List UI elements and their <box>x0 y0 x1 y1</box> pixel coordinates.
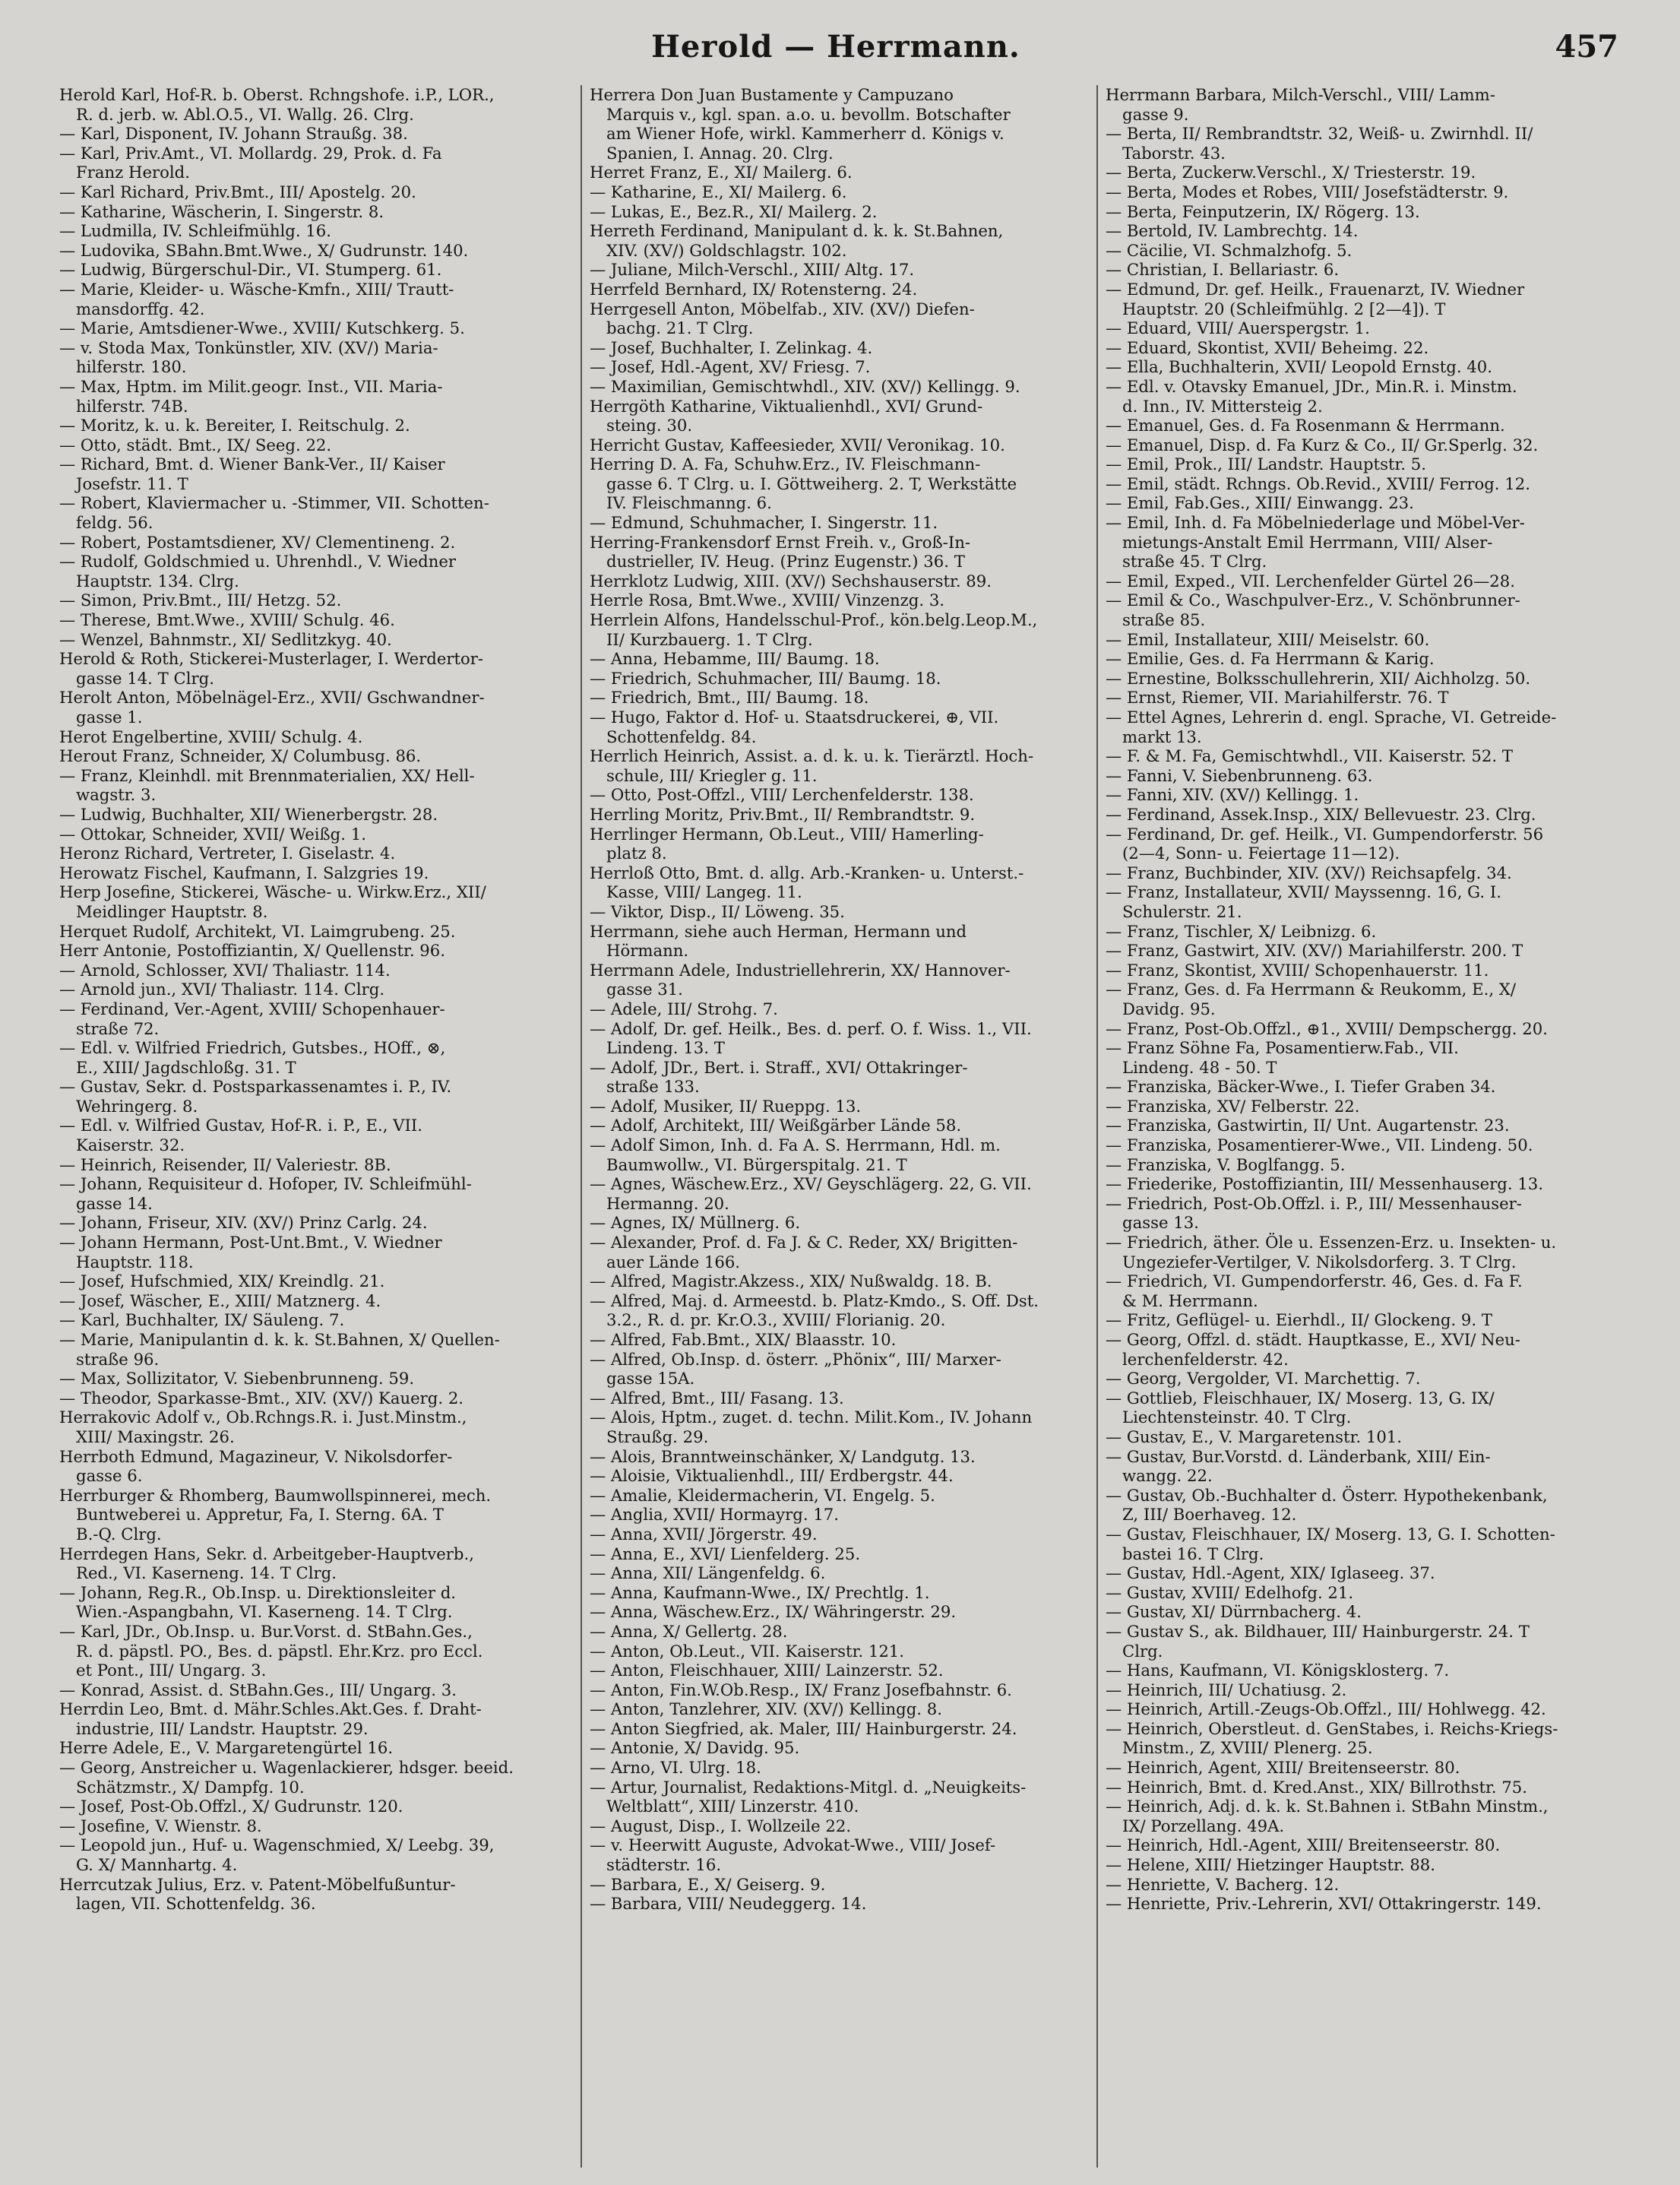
directory-line: städterstr. 16. <box>606 1855 722 1875</box>
directory-line: Herrklotz Ludwig, XIII. (XV/) Sechshauserstr. 89. <box>590 571 992 591</box>
directory-line: G. X/ Mannhartg. 4. <box>76 1855 238 1875</box>
directory-line: — Anton, Tanzlehrer, XIV. (XV/) Kellingg. 8. <box>590 1699 942 1719</box>
directory-line: — Marie, Manipulantin d. k. k. St.Bahnen, X/ Quellen- <box>59 1330 500 1349</box>
directory-line: Minstm., Z, XVIII/ Plenerg. 25. <box>1122 1738 1373 1758</box>
directory-line: — Gustav, Bur.Vorstd. d. Länderbank, XIII/ Ein- <box>1106 1446 1491 1466</box>
directory-line: Franz Herold. <box>76 163 190 182</box>
directory-line: Davidg. 95. <box>1122 999 1216 1018</box>
directory-line: — Ferdinand, Dr. gef. Heilk., VI. Gumpendorferstr. 56 <box>1106 824 1544 844</box>
directory-line: Wehringerg. 8. <box>76 1096 198 1116</box>
directory-line: — Ludwig, Bürgerschul-Dir., VI. Stumperg. 61. <box>59 260 442 280</box>
directory-line: — Franz, Kleinhdl. mit Brennmaterialien, XX/ Hell- <box>59 765 475 785</box>
directory-line: — Emil, Fab.Ges., XIII/ Einwangg. 23. <box>1106 493 1414 513</box>
directory-line: — Alfred, Magistr.Akzess., XIX/ Nußwaldg. 18. B. <box>590 1271 992 1291</box>
directory-line: lerchenfelderstr. 42. <box>1122 1349 1289 1369</box>
directory-line: — Georg, Offzl. d. städt. Hauptkasse, E., XVI/ Neu- <box>1106 1330 1520 1349</box>
directory-line: Herrcutzak Julius, Erz. v. Patent-Möbelfußuntur- <box>59 1874 456 1894</box>
directory-line: — Rudolf, Goldschmied u. Uhrenhdl., V. Wiedner <box>59 552 457 572</box>
directory-line: — Katharine, E., XI/ Mailerg. 6. <box>590 182 847 201</box>
directory-line: — Hans, Kaufmann, VI. Königsklosterg. 7. <box>1106 1661 1450 1680</box>
directory-line: — Leopold jun., Huf- u. Wagenschmied, X/ Leebg. 39, <box>59 1835 495 1855</box>
directory-line: Herrlich Heinrich, Assist. a. d. k. u. k. Tierärztl. Hoch- <box>590 746 1034 766</box>
directory-line: — Franziska, Posamentierer-Wwe., VII. Lindeng. 50. <box>1106 1135 1533 1155</box>
directory-line: Kasse, VIII/ Langeg. 11. <box>606 882 802 902</box>
directory-line: schule, III/ Kriegler g. 11. <box>606 765 818 785</box>
directory-line: — Josef, Hufschmied, XIX/ Kreindlg. 21. <box>59 1271 385 1291</box>
directory-line: — Heinrich, Artill.-Zeugs-Ob.Offzl., III/ Hohlwegg. 42. <box>1106 1699 1546 1719</box>
directory-line: — Alois, Hptm., zuget. d. techn. Milit.Kom., IV. Johann <box>590 1408 1033 1427</box>
directory-line: — Emanuel, Disp. d. Fa Kurz & Co., II/ Gr.Sperlg. 32. <box>1106 435 1539 454</box>
directory-line: Herrdin Leo, Bmt. d. Mähr.Schles.Akt.Ges. f. Draht- <box>59 1699 482 1719</box>
directory-line: IV. Fleischmanng. 6. <box>606 493 772 513</box>
directory-line: Herrmann, siehe auch Herman, Hermann und <box>590 921 967 941</box>
directory-line: steing. 30. <box>606 416 693 435</box>
directory-line: — Johann, Requisiteur d. Hofoper, IV. Schleifmühl- <box>59 1174 472 1194</box>
directory-line: Herrlinger Hermann, Ob.Leut., VIII/ Hamerling- <box>590 824 984 844</box>
directory-line: — Adolf Simon, Inh. d. Fa A. S. Herrmann, Hdl. m. <box>590 1135 1001 1155</box>
directory-line: gasse 15A. <box>606 1369 695 1389</box>
directory-line: Lindeng. 13. T <box>606 1038 725 1058</box>
directory-line: Herrboth Edmund, Magazineur, V. Nikolsdorfer- <box>59 1446 453 1466</box>
directory-line: Taborstr. 43. <box>1122 143 1226 163</box>
directory-line: — Lukas, E., Bez.R., XI/ Mailerg. 2. <box>590 201 878 221</box>
directory-line: Herrlein Alfons, Handelsschul-Prof., kön.belg.Leop.M., <box>590 610 1038 630</box>
directory-line: — Aloisie, Viktualienhdl., III/ Erdbergstr. 44. <box>590 1466 954 1486</box>
directory-line: — Ferdinand, Assek.Insp., XIX/ Bellevuestr. 23. Clrg. <box>1106 804 1536 824</box>
directory-line: Z, III/ Boerhaveg. 12. <box>1122 1505 1297 1525</box>
directory-line: — Johann, Reg.R., Ob.Insp. u. Direktionsleiter d. <box>59 1582 457 1602</box>
directory-line: straße 133. <box>606 1077 700 1097</box>
directory-line: gasse 31. <box>606 980 683 999</box>
directory-line: Herquet Rudolf, Architekt, VI. Laimgrubeng. 25. <box>59 921 456 941</box>
directory-line: Herold & Roth, Stickerei-Musterlager, I. Werdertor- <box>59 649 484 669</box>
directory-line: — Moritz, k. u. k. Bereiter, I. Reitschulg. 2. <box>59 416 410 435</box>
directory-line: — Georg, Anstreicher u. Wagenlackierer, hdsger. beeid. <box>59 1758 514 1778</box>
directory-line: — Friedrich, Bmt., III/ Baumg. 18. <box>590 688 869 708</box>
directory-line: — Anton, Fleischhauer, XIII/ Lainzerstr. 52. <box>590 1661 944 1680</box>
directory-line: Herrle Rosa, Bmt.Wwe., XVIII/ Vinzenzg. 3. <box>590 591 945 610</box>
directory-line: Herrling Moritz, Priv.Bmt., II/ Rembrandtstr. 9. <box>590 804 976 824</box>
directory-line: — Adele, III/ Strohg. 7. <box>590 999 778 1018</box>
directory-line: — Josefine, V. Wienstr. 8. <box>59 1816 262 1835</box>
directory-line: — v. Heerwitt Auguste, Advokat-Wwe., VIII/ Josef- <box>590 1835 996 1855</box>
directory-line: — Gustav S., ak. Bildhauer, III/ Hainburgerstr. 24. T <box>1106 1621 1530 1641</box>
directory-line: — Edmund, Dr. gef. Heilk., Frauenarzt, IV. Wiedner <box>1106 279 1525 299</box>
directory-line: — Simon, Priv.Bmt., III/ Hetzg. 52. <box>59 591 342 610</box>
directory-line: Baumwollw., VI. Bürgerspitalg. 21. T <box>606 1154 907 1174</box>
directory-line: — Franziska, Bäcker-Wwe., I. Tiefer Graben 34. <box>1106 1077 1496 1097</box>
directory-line: platz 8. <box>606 844 667 863</box>
directory-line: 3.2., R. d. pr. Kr.O.3., XVIII/ Florianig. 20. <box>606 1310 946 1330</box>
directory-line: — Ferdinand, Ver.-Agent, XVIII/ Schopenhauer- <box>59 999 445 1018</box>
directory-line: — Franz Söhne Fa, Posamentierw.Fab., VII. <box>1106 1038 1459 1058</box>
directory-line: — Gustav, Fleischhauer, IX/ Moserg. 13, G. I. Schotten- <box>1106 1524 1555 1544</box>
directory-line: — Otto, städt. Bmt., IX/ Seeg. 22. <box>59 435 332 454</box>
directory-line: — Richard, Bmt. d. Wiener Bank-Ver., II/ Kaiser <box>59 454 445 474</box>
directory-line: — Edl. v. Otavsky Emanuel, JDr., Min.R. i. Minstm. <box>1106 376 1517 396</box>
directory-line: — Bertold, IV. Lambrechtg. 14. <box>1106 221 1359 241</box>
directory-line: — Josef, Buchhalter, I. Zelinkag. 4. <box>590 337 873 357</box>
directory-line: — Josef, Wäscher, E., XIII/ Matznerg. 4. <box>59 1290 381 1310</box>
directory-line: — Emil, Inh. d. Fa Möbelniederlage und Möbel-Ver- <box>1106 513 1525 533</box>
directory-line: mansdorffg. 42. <box>76 299 205 318</box>
directory-line: Liechtensteinstr. 40. T Clrg. <box>1122 1408 1352 1427</box>
directory-line: B.-Q. Clrg. <box>76 1524 162 1544</box>
directory-line: Hörmann. <box>606 941 689 961</box>
directory-line: — Fanni, XIV. (XV/) Kellingg. 1. <box>1106 785 1359 805</box>
directory-line: — Fritz, Geflügel- u. Eierhdl., II/ Glockeng. 9. T <box>1106 1310 1492 1330</box>
directory-line: — Gustav, Ob.-Buchhalter d. Österr. Hypothekenbank, <box>1106 1485 1548 1505</box>
directory-line: — Heinrich, Hdl.-Agent, XIII/ Breitenseerstr. 80. <box>1106 1835 1501 1855</box>
directory-line: — Adolf, JDr., Bert. i. Straff., XVI/ Ottakringer- <box>590 1057 968 1077</box>
directory-line: — Georg, Vergolder, VI. Marchettig. 7. <box>1106 1369 1421 1389</box>
directory-line: — Ettel Agnes, Lehrerin d. engl. Sprache, VI. Getreide- <box>1106 708 1557 727</box>
directory-line: — Artur, Journalist, Redaktions-Mitgl. d. „Neuigkeits- <box>590 1777 1027 1797</box>
directory-line: — Franz, Tischler, X/ Leibnizg. 6. <box>1106 921 1377 941</box>
directory-line: Herret Franz, E., XI/ Mailerg. 6. <box>590 163 853 182</box>
directory-line: — Berta, Modes et Robes, VIII/ Josefstädterstr. 9. <box>1106 182 1509 201</box>
directory-line: — Alfred, Ob.Insp. d. österr. „Phönix“, III/ Marxer- <box>590 1349 1001 1369</box>
directory-line: — Ottokar, Schneider, XVII/ Weißg. 1. <box>59 824 366 844</box>
directory-line: — Emilie, Ges. d. Fa Herrmann & Karig. <box>1106 649 1435 669</box>
directory-line: — Ludwig, Buchhalter, XII/ Wienerbergstr. 28. <box>59 804 438 824</box>
directory-line: — Viktor, Disp., II/ Löweng. 35. <box>590 901 845 921</box>
directory-line: Hauptstr. 118. <box>76 1252 194 1271</box>
directory-line: & M. Herrmann. <box>1122 1290 1258 1310</box>
directory-line: — Adolf, Musiker, II/ Rueppg. 13. <box>590 1096 862 1116</box>
directory-line: — Heinrich, III/ Uchatiusg. 2. <box>1106 1680 1347 1699</box>
directory-column-2 <box>590 85 1100 2168</box>
page-header <box>53 29 1618 71</box>
directory-line: — Henriette, V. Bacherg. 12. <box>1106 1874 1340 1894</box>
directory-line: — Barbara, VIII/ Neudeggerg. 14. <box>590 1894 867 1914</box>
directory-line: d. Inn., IV. Mittersteig 2. <box>1122 396 1323 416</box>
directory-line: — Gustav, Hdl.-Agent, XIX/ Iglaseeg. 37. <box>1106 1563 1435 1583</box>
directory-line: Marquis v., kgl. span. a.o. u. bevollm. Botschafter <box>606 104 1011 124</box>
running-title: Herold — Herrmann. <box>651 29 1020 65</box>
directory-line: II/ Kurzbauerg. 1. T Clrg. <box>606 629 813 649</box>
directory-line: — Gustav, Sekr. d. Postsparkassenamtes i. P., IV. <box>59 1077 452 1097</box>
directory-line: et Pont., III/ Ungarg. 3. <box>76 1661 267 1680</box>
directory-line: straße 85. <box>1122 610 1206 630</box>
directory-column-1 <box>59 85 570 2168</box>
directory-line: am Wiener Hofe, wirkl. Kammerherr d. Königs v. <box>606 124 1005 144</box>
directory-line: — Theodor, Sparkasse-Bmt., XIV. (XV/) Kauerg. 2. <box>59 1388 464 1408</box>
directory-line: Wien.-Aspangbahn, VI. Kaserneng. 14. T Clrg. <box>76 1602 453 1622</box>
directory-line: — Ludmilla, IV. Schleifmühlg. 16. <box>59 221 332 241</box>
directory-line: — Alfred, Bmt., III/ Fasang. 13. <box>590 1388 844 1408</box>
directory-line: — Emil, städt. Rchngs. Ob.Revid., XVIII/ Ferrog. 12. <box>1106 473 1530 493</box>
directory-line: — Alfred, Maj. d. Armeestd. b. Platz-Kmdo., S. Off. Dst. <box>590 1290 1039 1310</box>
directory-line: — Anna, XII/ Längenfeldg. 6. <box>590 1563 826 1583</box>
directory-line: Herrloß Otto, Bmt. d. allg. Arb.-Kranken- u. Unterst.- <box>590 863 1024 882</box>
directory-column-3 <box>1106 85 1616 2168</box>
directory-line: Herreth Ferdinand, Manipulant d. k. k. St.Bahnen, <box>590 221 1004 241</box>
directory-line: — Heinrich, Reisender, II/ Valeriestr. 8B. <box>59 1154 391 1174</box>
directory-line: Herrmann Barbara, Milch-Verschl., VIII/ Lamm- <box>1106 85 1495 104</box>
directory-line: wagstr. 3. <box>76 785 157 805</box>
directory-line: dustrieller, IV. Heug. (Prinz Eugenstr.) 36. T <box>606 552 965 572</box>
directory-line: gasse 1. <box>76 708 143 727</box>
directory-line: Red., VI. Kaserneng. 14. T Clrg. <box>76 1563 337 1583</box>
directory-line: — Gustav, E., V. Margaretenstr. 101. <box>1106 1427 1403 1446</box>
directory-line: gasse 6. T Clrg. u. I. Göttweiherg. 2. T, Werkstätte <box>606 473 1017 493</box>
directory-line: — Wenzel, Bahnmstr., XI/ Sedlitzkyg. 40. <box>59 629 392 649</box>
directory-line: — Anton Siegfried, ak. Maler, III/ Hainburgerstr. 24. <box>590 1718 1017 1738</box>
directory-line: Lindeng. 48 - 50. T <box>1122 1057 1277 1077</box>
directory-line: Herot Engelbertine, XVIII/ Schulg. 4. <box>59 727 363 746</box>
directory-line: — Emanuel, Ges. d. Fa Rosenmann & Herrmann. <box>1106 416 1505 435</box>
directory-line: gasse 9. <box>1122 104 1189 124</box>
directory-line: feldg. 56. <box>76 513 153 533</box>
directory-line: — Marie, Amtsdiener-Wwe., XVIII/ Kutschkerg. 5. <box>59 318 465 338</box>
directory-line: Buntweberei u. Appretur, Fa, I. Sterng. 6A. T <box>76 1505 444 1525</box>
directory-line: — Hugo, Faktor d. Hof- u. Staatsdruckerei, ⊕, VII. <box>590 708 999 727</box>
directory-line: Herrmann Adele, Industriellehrerin, XX/ Hannover- <box>590 960 1011 980</box>
directory-line: markt 13. <box>1122 727 1202 746</box>
page-number: 457 <box>1555 29 1618 65</box>
directory-line: — Christian, I. Bellariastr. 6. <box>1106 260 1340 280</box>
directory-line: — F. & M. Fa, Gemischtwhdl., VII. Kaiserstr. 52. T <box>1106 746 1513 766</box>
directory-line: gasse 14. T Clrg. <box>76 668 214 688</box>
directory-line: — Franz, Gastwirt, XIV. (XV/) Mariahilferstr. 200. T <box>1106 941 1523 961</box>
directory-line: straße 45. T Clrg. <box>1122 552 1267 572</box>
directory-line: — August, Disp., I. Wollzeile 22. <box>590 1816 852 1835</box>
directory-line: Herrfeld Bernhard, IX/ Rotensterng. 24. <box>590 279 918 299</box>
directory-line: — Franz, Buchbinder, XIV. (XV/) Reichsapfelg. 34. <box>1106 863 1512 882</box>
directory-line: Clrg. <box>1122 1641 1163 1661</box>
directory-line: R. d. jerb. w. Abl.O.5., VI. Wallg. 26. Clrg. <box>76 104 414 124</box>
directory-line: — Cäcilie, VI. Schmalzhofg. 5. <box>1106 240 1353 260</box>
directory-line: hilferstr. 74B. <box>76 396 188 416</box>
directory-line: — v. Stoda Max, Tonkünstler, XIV. (XV/) Maria- <box>59 337 438 357</box>
directory-line: — Ella, Buchhalterin, XVII/ Leopold Ernstg. 40. <box>1106 357 1493 377</box>
directory-line: — Barbara, E., X/ Geiserg. 9. <box>590 1874 826 1894</box>
directory-line: XIII/ Maxingstr. 26. <box>76 1427 235 1446</box>
directory-line: — Emil, Installateur, XIII/ Meiselstr. 60. <box>1106 629 1430 649</box>
directory-line: Schulerstr. 21. <box>1122 901 1242 921</box>
directory-line: — Konrad, Assist. d. StBahn.Ges., III/ Ungarg. 3. <box>59 1680 457 1699</box>
directory-line: — Berta, Feinputzerin, IX/ Rögerg. 13. <box>1106 201 1420 221</box>
directory-line: — Anglia, XVII/ Hormayrg. 17. <box>590 1505 839 1525</box>
directory-line: — Heinrich, Adj. d. k. k. St.Bahnen i. StBahn Minstm., <box>1106 1797 1549 1816</box>
directory-line: gasse 14. <box>76 1193 153 1213</box>
directory-line: Herrakovic Adolf v., Ob.Rchngs.R. i. Just.Minstm., <box>59 1408 467 1427</box>
directory-line: — Anton, Fin.W.Ob.Resp., IX/ Franz Josefbahnstr. 6. <box>590 1680 1012 1699</box>
directory-line: Herrdegen Hans, Sekr. d. Arbeitgeber-Hauptverb., <box>59 1544 474 1563</box>
directory-line: Herrburger & Rhomberg, Baumwollspinnerei, mech. <box>59 1485 492 1505</box>
directory-line: — Karl, JDr., Ob.Insp. u. Bur.Vorst. d. StBahn.Ges., <box>59 1621 473 1641</box>
directory-line: Ungeziefer-Vertilger, V. Nikolsdorferg. 3. T Clrg. <box>1122 1252 1517 1271</box>
directory-line: — Josef, Hdl.-Agent, XV/ Friesg. 7. <box>590 357 871 377</box>
directory-line: Herring-Frankensdorf Ernst Freih. v., Groß-In- <box>590 532 971 552</box>
directory-line: straße 96. <box>76 1349 160 1369</box>
directory-line: — Ludovika, SBahn.Bmt.Wwe., X/ Gudrunstr. 140. <box>59 240 469 260</box>
directory-line: Schottenfeldg. 84. <box>606 727 757 746</box>
directory-line: — Friedrich, äther. Öle u. Essenzen-Erz. u. Insekten- u. <box>1106 1233 1557 1252</box>
directory-line: — Gustav, XI/ Dürrnbacherg. 4. <box>1106 1602 1362 1622</box>
directory-line: — Anna, Wäschew.Erz., IX/ Währingerstr. 29. <box>590 1602 957 1622</box>
directory-line: Weltblatt“, XIII/ Linzerstr. 410. <box>606 1797 859 1816</box>
directory-line: — Alexander, Prof. d. Fa J. & C. Reder, XX/ Brigitten- <box>590 1233 1018 1252</box>
directory-line: — Franziska, Gastwirtin, II/ Unt. Augartenstr. 23. <box>1106 1116 1510 1135</box>
directory-line: — Alfred, Fab.Bmt., XIX/ Blaasstr. 10. <box>590 1330 897 1349</box>
directory-line: Meidlinger Hauptstr. 8. <box>76 901 268 921</box>
directory-line: Straußg. 29. <box>606 1427 709 1446</box>
directory-line: — Franz, Installateur, XVII/ Mayssenng. 16, G. I. <box>1106 882 1501 902</box>
directory-line: auer Lände 166. <box>606 1252 741 1271</box>
directory-line: — Karl, Disponent, IV. Johann Straußg. 38. <box>59 124 408 144</box>
directory-line: — Alois, Branntweinschänker, X/ Landgutg. 13. <box>590 1446 976 1466</box>
directory-line: — Juliane, Milch-Verschl., XIII/ Altg. 17. <box>590 260 915 280</box>
directory-line: — Ernestine, Bolksschullehrerin, XII/ Aichholzg. 50. <box>1106 668 1531 688</box>
directory-line: — Max, Hptm. im Milit.geogr. Inst., VII. Maria- <box>59 376 443 396</box>
directory-line: wangg. 22. <box>1122 1466 1213 1486</box>
directory-line: — Agnes, Wäschew.Erz., XV/ Geyschlägerg. 22, G. VII. <box>590 1174 1032 1194</box>
directory-line: — Karl, Buchhalter, IX/ Säuleng. 7. <box>59 1310 345 1330</box>
directory-line: Herout Franz, Schneider, X/ Columbusg. 86. <box>59 746 422 766</box>
directory-line: — Friedrich, VI. Gumpendorferstr. 46, Ges. d. Fa F. <box>1106 1271 1523 1291</box>
directory-line: industrie, III/ Landstr. Hauptstr. 29. <box>76 1718 369 1738</box>
directory-line: — Eduard, Skontist, XVII/ Beheimg. 22. <box>1106 337 1429 357</box>
directory-line: bastei 16. T Clrg. <box>1122 1544 1264 1563</box>
directory-line: Herolt Anton, Möbelnägel-Erz., XVII/ Gschwandner- <box>59 688 485 708</box>
directory-line: — Johann Hermann, Post-Unt.Bmt., V. Wiedner <box>59 1233 442 1252</box>
directory-line: Herricht Gustav, Kaffeesieder, XVII/ Veronikag. 10. <box>590 435 1005 454</box>
directory-line: Heronz Richard, Vertreter, I. Giselastr. 4. <box>59 844 396 863</box>
directory-line: Herrgesell Anton, Möbelfab., XIV. (XV/) Diefen- <box>590 299 975 318</box>
directory-line: — Adolf, Dr. gef. Heilk., Bes. d. perf. O. f. Wiss. 1., VII. <box>590 1018 1032 1038</box>
directory-line: — Maximilian, Gemischtwhdl., XIV. (XV/) Kellingg. 9. <box>590 376 1020 396</box>
directory-line: — Katharine, Wäscherin, I. Singerstr. 8. <box>59 201 384 221</box>
directory-line: — Franz, Skontist, XVIII/ Schopenhauerstr. 11. <box>1106 960 1489 980</box>
directory-line: — Emil, Prok., III/ Landstr. Hauptstr. 5. <box>1106 454 1426 474</box>
directory-line: — Karl Richard, Priv.Bmt., III/ Apostelg. 20. <box>59 182 416 201</box>
directory-line: hilferstr. 180. <box>76 357 187 377</box>
directory-line: — Anna, Hebamme, III/ Baumg. 18. <box>590 649 880 669</box>
directory-line: — Marie, Kleider- u. Wäsche-Kmfn., XIII/ Trautt- <box>59 279 454 299</box>
directory-line: — Berta, II/ Rembrandtstr. 32, Weiß- u. Zwirnhdl. II/ <box>1106 124 1533 144</box>
directory-line: Herowatz Fischel, Kaufmann, I. Salzgries 19. <box>59 863 429 882</box>
directory-line: Hauptstr. 134. Clrg. <box>76 571 239 591</box>
directory-line: — Friedrich, Post-Ob.Offzl. i. P., III/ Messenhauser- <box>1106 1193 1522 1213</box>
directory-line: R. d. päpstl. PO., Bes. d. päpstl. Ehr.Krz. pro Eccl. <box>76 1641 483 1661</box>
directory-line: — Arnold jun., XVI/ Thaliastr. 114. Clrg. <box>59 980 385 999</box>
directory-line: — Emil & Co., Waschpulver-Erz., V. Schönbrunner- <box>1106 591 1520 610</box>
directory-line: — Fanni, V. Siebenbrunneng. 63. <box>1106 765 1373 785</box>
directory-line: — Heinrich, Oberstleut. d. GenStabes, i. Reichs-Kriegs- <box>1106 1718 1558 1738</box>
directory-line: — Robert, Postamtsdiener, XV/ Clementineng. 2. <box>59 532 456 552</box>
directory-line: — Franziska, V. Boglfangg. 5. <box>1106 1154 1346 1174</box>
directory-line: Herring D. A. Fa, Schuhw.Erz., IV. Fleischmann- <box>590 454 981 474</box>
directory-line: — Friederike, Postoffiziantin, III/ Messenhauserg. 13. <box>1106 1174 1544 1194</box>
directory-line: — Helene, XIII/ Hietzinger Hauptstr. 88. <box>1106 1855 1436 1875</box>
directory-line: — Franziska, XV/ Felberstr. 22. <box>1106 1096 1360 1116</box>
directory-line: — Heinrich, Bmt. d. Kred.Anst., XIX/ Billrothstr. 75. <box>1106 1777 1527 1797</box>
directory-line: Herre Adele, E., V. Margaretengürtel 16. <box>59 1738 394 1758</box>
directory-line: mietungs-Anstalt Emil Herrmann, VIII/ Alser- <box>1122 532 1493 552</box>
directory-line: — Gottlieb, Fleischhauer, IX/ Moserg. 13, G. IX/ <box>1106 1388 1495 1408</box>
directory-line: — Edl. v. Wilfried Friedrich, Gutsbes., HOff., ⊗, <box>59 1038 446 1058</box>
directory-line: — Edmund, Schuhmacher, I. Singerstr. 11. <box>590 513 938 533</box>
directory-line: — Edl. v. Wilfried Gustav, Hof-R. i. P., E., VII. <box>59 1116 422 1135</box>
directory-line: — Agnes, IX/ Müllnerg. 6. <box>590 1213 801 1233</box>
directory-line: — Therese, Bmt.Wwe., XVIII/ Schulg. 46. <box>59 610 395 630</box>
directory-line: — Johann, Friseur, XIV. (XV/) Prinz Carlg. 24. <box>59 1213 428 1233</box>
directory-line: — Arnold, Schlosser, XVI/ Thaliastr. 114. <box>59 960 391 980</box>
directory-line: straße 72. <box>76 1018 160 1038</box>
directory-line: IX/ Porzellang. 49A. <box>1122 1816 1285 1835</box>
directory-line: lagen, VII. Schottenfeldg. 36. <box>76 1894 316 1914</box>
directory-line: — Heinrich, Agent, XIII/ Breitenseerstr. 80. <box>1106 1758 1460 1778</box>
directory-line: — Anton, Ob.Leut., VII. Kaiserstr. 121. <box>590 1641 905 1661</box>
directory-line: gasse 6. <box>76 1466 143 1486</box>
directory-line: gasse 13. <box>1122 1213 1199 1233</box>
directory-line: — Eduard, VIII/ Auerspergstr. 1. <box>1106 318 1370 338</box>
directory-line: Herrgöth Katharine, Viktualienhdl., XVI/ Grund- <box>590 396 983 416</box>
directory-line: — Karl, Priv.Amt., VI. Mollardg. 29, Prok. d. Fa <box>59 143 442 163</box>
directory-line: — Antonie, X/ Davidg. 95. <box>590 1738 800 1758</box>
directory-line: Herold Karl, Hof-R. b. Oberst. Rchngshofe. i.P., LOR., <box>59 85 495 104</box>
directory-line: — Max, Sollizitator, V. Siebenbrunneng. 59. <box>59 1369 415 1389</box>
directory-line: — Henriette, Priv.-Lehrerin, XVI/ Ottakringerstr. 149. <box>1106 1894 1542 1914</box>
directory-line: Herr Antonie, Postoffiziantin, X/ Quellenstr. 96. <box>59 941 446 961</box>
directory-line: — Gustav, XVIII/ Edelhofg. 21. <box>1106 1582 1354 1602</box>
directory-line: Herrera Don Juan Bustamente y Campuzano <box>590 85 954 104</box>
directory-line: — Otto, Post-Offzl., VIII/ Lerchenfelderstr. 138. <box>590 785 974 805</box>
directory-line: — Anna, X/ Gellertg. 28. <box>590 1621 788 1641</box>
directory-line: — Franz, Ges. d. Fa Herrmann & Reukomm, E., X/ <box>1106 980 1517 999</box>
directory-line: — Josef, Post-Ob.Offzl., X/ Gudrunstr. 120. <box>59 1797 403 1816</box>
directory-line: — Friedrich, Schuhmacher, III/ Baumg. 18. <box>590 668 941 688</box>
directory-line: Kaiserstr. 32. <box>76 1135 185 1155</box>
column-divider <box>581 85 582 2168</box>
directory-line: — Anna, Kaufmann-Wwe., IX/ Prechtlg. 1. <box>590 1582 930 1602</box>
directory-line: Herp Josefine, Stickerei, Wäsche- u. Wirkw.Erz., XII/ <box>59 882 486 902</box>
directory-line: Spanien, I. Annag. 20. Clrg. <box>606 143 834 163</box>
directory-line: — Arno, VI. Ulrg. 18. <box>590 1758 761 1778</box>
directory-line: Josefstr. 11. T <box>76 473 188 493</box>
directory-line: — Berta, Zuckerw.Verschl., X/ Triesterstr. 19. <box>1106 163 1476 182</box>
directory-line: — Adolf, Architekt, III/ Weißgärber Lände 58. <box>590 1116 962 1135</box>
directory-line: — Franz, Post-Ob.Offzl., ⊕1., XVIII/ Dempschergg. 20. <box>1106 1018 1548 1038</box>
directory-line: E., XIII/ Jagdschloßg. 31. T <box>76 1057 296 1077</box>
directory-line: — Ernst, Riemer, VII. Mariahilferstr. 76. T <box>1106 688 1449 708</box>
directory-line: (2—4, Sonn- u. Feiertage 11—12). <box>1122 844 1400 863</box>
directory-line: — Robert, Klaviermacher u. -Stimmer, VII. Schotten- <box>59 493 489 513</box>
directory-line: bachg. 21. T Clrg. <box>606 318 754 338</box>
directory-line: — Anna, E., XVI/ Lienfelderg. 25. <box>590 1544 861 1563</box>
directory-line: — Emil, Exped., VII. Lerchenfelder Gürtel 26—28. <box>1106 571 1515 591</box>
directory-line: XIV. (XV/) Goldschlagstr. 102. <box>606 240 847 260</box>
directory-line: — Anna, XVII/ Jörgerstr. 49. <box>590 1524 818 1544</box>
directory-line: Hauptstr. 20 (Schleifmühlg. 2 [2—4]). T <box>1122 299 1446 318</box>
directory-line: Schätzmstr., X/ Dampfg. 10. <box>76 1777 305 1797</box>
directory-line: — Amalie, Kleidermacherin, VI. Engelg. 5. <box>590 1485 935 1505</box>
directory-line: Hermanng. 20. <box>606 1193 729 1213</box>
